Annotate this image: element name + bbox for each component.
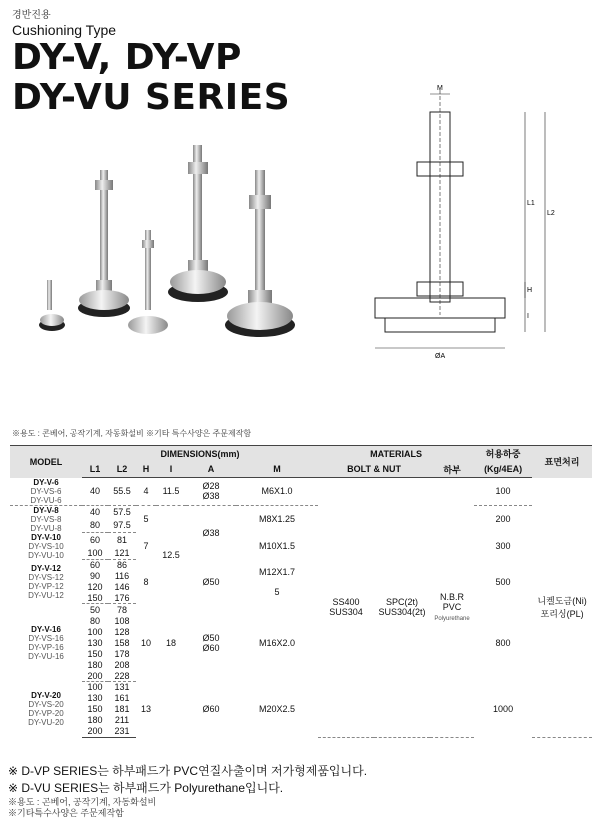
cell-h: 10	[140, 637, 151, 648]
cell-i	[156, 682, 186, 737]
cell-surface: 니켈도금(Ni) 포리싱(PL)	[532, 478, 592, 738]
korean-label: 경반진용	[12, 10, 51, 21]
technical-drawing	[355, 80, 575, 370]
cell-l2: 86	[116, 560, 127, 571]
model-cell: DY-V-16 DY-VS-16 DY-VP-16 DY-VU-16	[28, 624, 64, 661]
cell-l1: 40	[89, 507, 100, 518]
th-dimensions: DIMENSIONS(mm)	[82, 446, 318, 462]
cell-h: 7	[143, 541, 149, 551]
cell-l2: 121	[108, 546, 136, 560]
model-cell: DY-V-20 DY-VS-20 DY-VP-20 DY-VU-20	[28, 691, 64, 728]
title-line-2: DY-VU SERIES	[12, 77, 291, 118]
cell-a: Ø28 Ø38	[186, 478, 236, 506]
cell-l2: 211	[114, 715, 130, 726]
th-load: (Kg/4EA)	[474, 462, 532, 478]
cell-l2: 78	[116, 604, 127, 615]
cell-m: M10X1.5	[259, 541, 296, 551]
cell-a: Ø50 Ø60	[202, 632, 220, 653]
cell-h: 13	[140, 704, 151, 715]
dim-l2: L2	[547, 210, 555, 217]
cell-load: 500	[495, 576, 511, 587]
cell-l2: 128	[114, 626, 130, 637]
cell-l1: 120	[87, 582, 103, 593]
cell-l2: 108	[114, 615, 130, 626]
cell-l2: 81	[116, 534, 127, 545]
th-surface: 표면처리	[532, 446, 592, 478]
cell-spc: SPC(2t) SUS304(2t)	[374, 478, 430, 738]
cell-i: 11.5	[156, 478, 186, 506]
cell-l1: 80	[89, 615, 100, 626]
title-line-1: DY-V, DY-VP	[12, 37, 242, 78]
foot-medium-1	[78, 170, 130, 317]
model-cell: DY-V-6 DY-VS-6 DY-VU-6	[10, 478, 82, 506]
cell-l2: 146	[114, 582, 130, 593]
cell-m: M20X2.5	[259, 704, 296, 715]
cell-l2: 231	[108, 726, 136, 737]
cell-a: Ø60	[202, 704, 220, 715]
cell-pad: N.B.R PVC Polyurethane	[430, 478, 474, 738]
cell-l2: 131	[114, 682, 130, 693]
cell-load: 200	[495, 514, 511, 524]
th-materials: MATERIALS	[318, 446, 474, 462]
th-pad: 하부	[430, 462, 474, 478]
table-row	[10, 604, 592, 615]
spec-body	[10, 478, 592, 738]
foot-large-2	[225, 170, 295, 337]
foot-small	[39, 280, 65, 331]
dim-h: H	[527, 287, 533, 294]
notes	[8, 763, 367, 819]
cell-m: M12X1.7 5	[259, 566, 296, 597]
cell-l2: 161	[114, 693, 130, 704]
cell-l1: 100	[82, 546, 108, 560]
cell-m: M8X1.25	[259, 514, 296, 524]
cell-l2: 158	[114, 637, 130, 648]
cell-l1: 150	[87, 704, 103, 715]
cell-l1: 100	[87, 682, 103, 693]
subtitle: Cushioning Type	[12, 22, 117, 38]
cell-h: 8	[143, 576, 149, 587]
cell-l1: 60	[89, 534, 100, 545]
foot-large-1	[168, 145, 228, 302]
cell-load: 1000	[493, 704, 514, 715]
cell-l2: 55.5	[108, 478, 136, 506]
cell-l1: 150	[87, 648, 103, 659]
note-custom: ※기타특수사양은 주문제작함	[8, 808, 124, 818]
cell-m: M6X1.0	[236, 478, 318, 506]
dim-i: I	[527, 313, 529, 320]
note-usage: ※용도 : 곤베어, 공작기계, 자동화설비	[8, 797, 157, 807]
cell-a: Ø38	[202, 527, 220, 538]
th-bolt-nut: BOLT & NUT	[318, 462, 430, 478]
product-photo	[30, 140, 320, 350]
cell-m: M16X2.0	[259, 637, 296, 648]
th-h: H	[136, 462, 156, 478]
cell-l2: 176	[108, 593, 136, 604]
cell-l1: 200	[82, 670, 108, 681]
cell-l1: 100	[87, 626, 103, 637]
cell-l2: 97.5	[108, 519, 136, 533]
cell-a: Ø50	[202, 576, 220, 587]
cell-l1: 150	[82, 593, 108, 604]
cell-l1: 130	[87, 637, 103, 648]
header	[12, 6, 290, 118]
cell-load: 800	[495, 637, 511, 648]
cell-i: 18	[165, 637, 176, 648]
cell-l1: 200	[82, 726, 108, 737]
cell-l2: 181	[114, 704, 130, 715]
model-cell: DY-V-8 DY-VS-8 DY-VU-8	[30, 505, 62, 533]
cell-l1: 60	[89, 560, 100, 571]
cell-l2: 57.5	[113, 507, 131, 518]
cell-l1: 90	[89, 571, 100, 582]
cell-l2: 178	[114, 648, 130, 659]
note-vu: ※ D-VU SERIES는 하부패드가 Polyurethane입니다.	[8, 781, 284, 795]
cell-l2: 208	[114, 659, 130, 670]
th-model: MODEL	[10, 446, 82, 478]
table-row	[10, 505, 592, 519]
dim-a: ØA	[435, 353, 446, 360]
cell-l1: 130	[87, 693, 103, 704]
cell-load: 300	[495, 541, 511, 551]
usage-line: ※용도 : 콘베어, 공작기계, 자동화설비 ※기타 특수사양은 주문제작함	[12, 429, 252, 438]
cell-l1: 180	[87, 659, 103, 670]
th-m: M	[236, 462, 318, 478]
cell-l1: 40	[82, 478, 108, 506]
th-i: I	[156, 462, 186, 478]
table-row	[10, 478, 592, 506]
cell-l1: 180	[87, 715, 103, 726]
cell-bolt: SS400 SUS304	[318, 478, 374, 738]
dim-l1: L1	[527, 200, 535, 207]
cell-h: 5	[143, 514, 149, 524]
th-load-kr: 허용하중	[474, 446, 532, 462]
th-l2: L2	[108, 462, 136, 478]
table-row	[10, 560, 592, 571]
dim-m: M	[437, 85, 443, 92]
cell-l2: 116	[114, 571, 130, 582]
cell-l1: 50	[89, 604, 100, 615]
cell-load: 100	[474, 478, 532, 506]
note-vp: ※ D-VP SERIES는 하부패드가 PVC연질사출이며 저가형제품입니다.	[8, 764, 368, 778]
model-cell: DY-V-10 DY-VS-10 DY-VU-10	[28, 532, 64, 560]
model-cell: DY-V-12 DY-VS-12 DY-VP-12 DY-VU-12	[28, 563, 64, 600]
cell-l1: 80	[82, 519, 108, 533]
cell-h: 4	[136, 478, 156, 506]
cell-l2: 228	[108, 670, 136, 681]
table-row	[10, 682, 592, 693]
th-a: A	[186, 462, 236, 478]
table-row	[10, 533, 592, 547]
th-l1: L1	[82, 462, 108, 478]
foot-medium-2	[128, 230, 168, 334]
spec-table	[10, 445, 592, 738]
cell-i: 12.5	[162, 549, 180, 560]
